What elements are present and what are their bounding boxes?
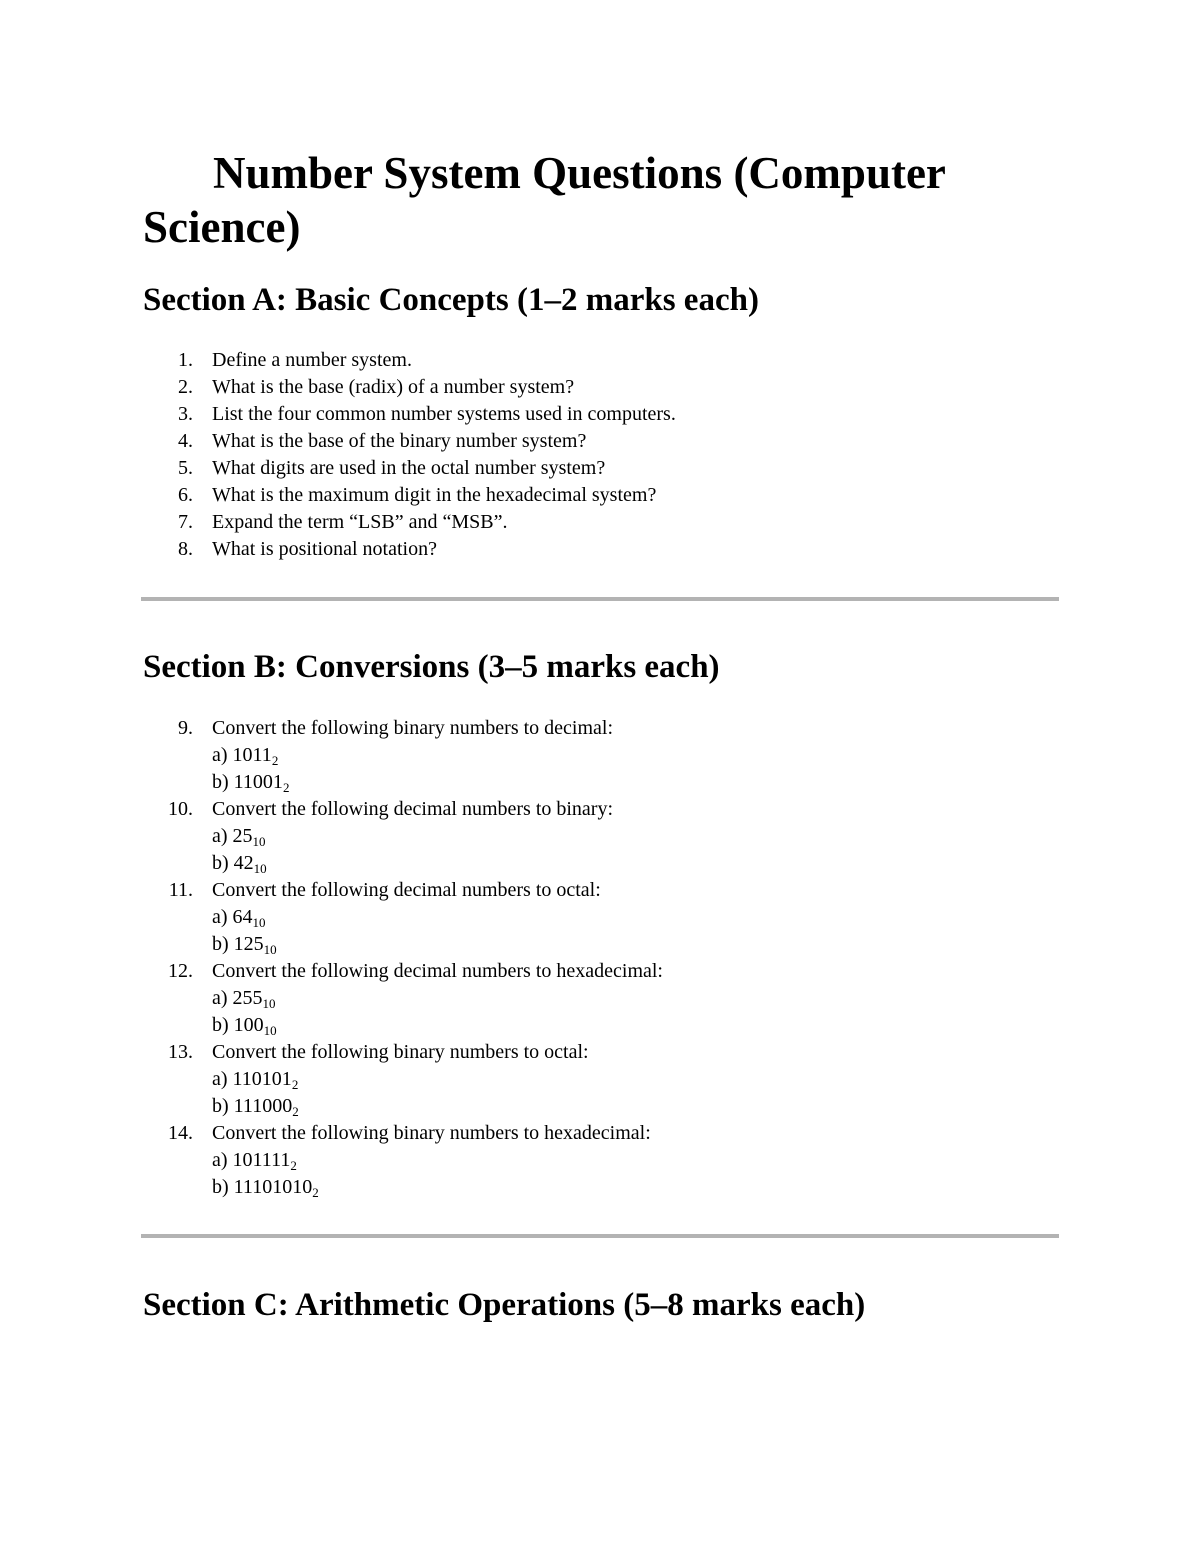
question-part — [212, 1147, 663, 1174]
part-label: b) — [212, 771, 234, 793]
section-b-heading: Section B: Conversions (3–5 marks each) — [143, 649, 720, 685]
question-text: Expand the term “LSB” and “MSB”. — [212, 511, 508, 533]
question-10 — [143, 796, 663, 823]
question-11 — [143, 877, 663, 904]
question-9 — [143, 715, 663, 742]
number-value: 110101 — [232, 1068, 292, 1090]
question-text: What is the maximum digit in the hexadecimal system? — [212, 484, 657, 506]
question-part — [212, 985, 663, 1012]
section-a-question-list — [143, 347, 676, 563]
horizontal-rule — [141, 1234, 1059, 1238]
question-number: 12. — [168, 960, 193, 982]
page-title: Number System Questions (Computer Science) — [143, 148, 946, 252]
question-text: What is the base (radix) of a number system? — [212, 376, 575, 398]
base-subscript: 2 — [292, 1104, 299, 1119]
question-text: What is the base of the binary number system? — [212, 430, 587, 452]
base-subscript: 10 — [262, 996, 276, 1011]
part-label: a) — [212, 987, 233, 1009]
number-value: 64 — [232, 906, 253, 928]
question-14 — [143, 1120, 663, 1147]
question-number: 5. — [178, 457, 193, 479]
question-3 — [143, 401, 676, 428]
part-label: b) — [212, 933, 234, 955]
section-b-question-list — [143, 715, 663, 1201]
base-subscript: 10 — [252, 915, 266, 930]
part-label: a) — [212, 906, 233, 928]
number-value: 25 — [232, 825, 253, 847]
question-text: Convert the following decimal numbers to octal: — [212, 879, 601, 901]
base-subscript: 10 — [263, 1023, 277, 1038]
number-value: 125 — [233, 933, 264, 955]
base-subscript: 2 — [282, 780, 290, 795]
question-5 — [143, 455, 676, 482]
question-1 — [143, 347, 676, 374]
number-value: 42 — [233, 852, 254, 874]
part-label: a) — [212, 744, 233, 766]
section-c-heading: Section C: Arithmetic Operations (5–8 marks each) — [143, 1287, 866, 1323]
question-number: 9. — [178, 717, 193, 739]
question-number: 13. — [168, 1041, 193, 1063]
question-number: 4. — [178, 430, 193, 452]
horizontal-rule — [141, 597, 1059, 601]
section-a-heading: Section A: Basic Concepts (1–2 marks each) — [143, 282, 759, 318]
base-subscript: 2 — [271, 753, 279, 768]
question-part — [212, 1012, 663, 1039]
question-part — [212, 1093, 663, 1120]
question-8 — [143, 536, 676, 563]
number-value: 11001 — [233, 771, 283, 793]
base-subscript: 10 — [263, 942, 277, 957]
base-subscript: 10 — [252, 834, 266, 849]
question-text: Define a number system. — [212, 349, 412, 371]
question-number: 8. — [178, 538, 193, 560]
question-text: What is positional notation? — [212, 538, 437, 560]
question-7 — [143, 509, 676, 536]
number-value: 1011 — [232, 744, 272, 766]
base-subscript: 2 — [290, 1158, 297, 1173]
question-13 — [143, 1039, 663, 1066]
number-value: 11101010 — [233, 1176, 313, 1198]
question-number: 2. — [178, 376, 193, 398]
question-text: What digits are used in the octal number system? — [212, 457, 606, 479]
part-label: a) — [212, 825, 233, 847]
question-4 — [143, 428, 676, 455]
base-subscript: 2 — [312, 1185, 319, 1200]
question-2 — [143, 374, 676, 401]
question-number: 6. — [178, 484, 193, 506]
question-part — [212, 1066, 663, 1093]
question-part — [212, 850, 663, 877]
part-label: b) — [212, 1095, 234, 1117]
part-label: b) — [212, 1176, 234, 1198]
question-text: Convert the following binary numbers to hexadecimal: — [212, 1122, 651, 1144]
question-text: Convert the following decimal numbers to hexadecimal: — [212, 960, 663, 982]
number-value: 111000 — [233, 1095, 293, 1117]
question-part — [212, 904, 663, 931]
base-subscript: 2 — [291, 1077, 299, 1092]
question-part — [212, 1174, 663, 1201]
question-number: 1. — [178, 349, 193, 371]
part-label: b) — [212, 852, 234, 874]
part-label: b) — [212, 1014, 234, 1036]
question-number: 7. — [178, 511, 193, 533]
part-label: a) — [212, 1068, 233, 1090]
question-text: Convert the following binary numbers to octal: — [212, 1041, 589, 1063]
question-12 — [143, 958, 663, 985]
number-value: 101111 — [232, 1149, 291, 1171]
question-number: 10. — [168, 798, 193, 820]
number-value: 255 — [232, 987, 263, 1009]
question-part — [212, 931, 663, 958]
part-label: a) — [212, 1149, 233, 1171]
question-6 — [143, 482, 676, 509]
question-number: 11. — [168, 879, 193, 901]
question-number: 14. — [168, 1122, 193, 1144]
question-number: 3. — [178, 403, 193, 425]
question-text: Convert the following binary numbers to decimal: — [212, 717, 614, 739]
question-part — [212, 769, 663, 796]
number-value: 100 — [233, 1014, 264, 1036]
question-part — [212, 742, 663, 769]
base-subscript: 10 — [253, 861, 267, 876]
question-part — [212, 823, 663, 850]
question-text: List the four common number systems used in computers. — [212, 403, 676, 425]
question-text: Convert the following decimal numbers to binary: — [212, 798, 614, 820]
